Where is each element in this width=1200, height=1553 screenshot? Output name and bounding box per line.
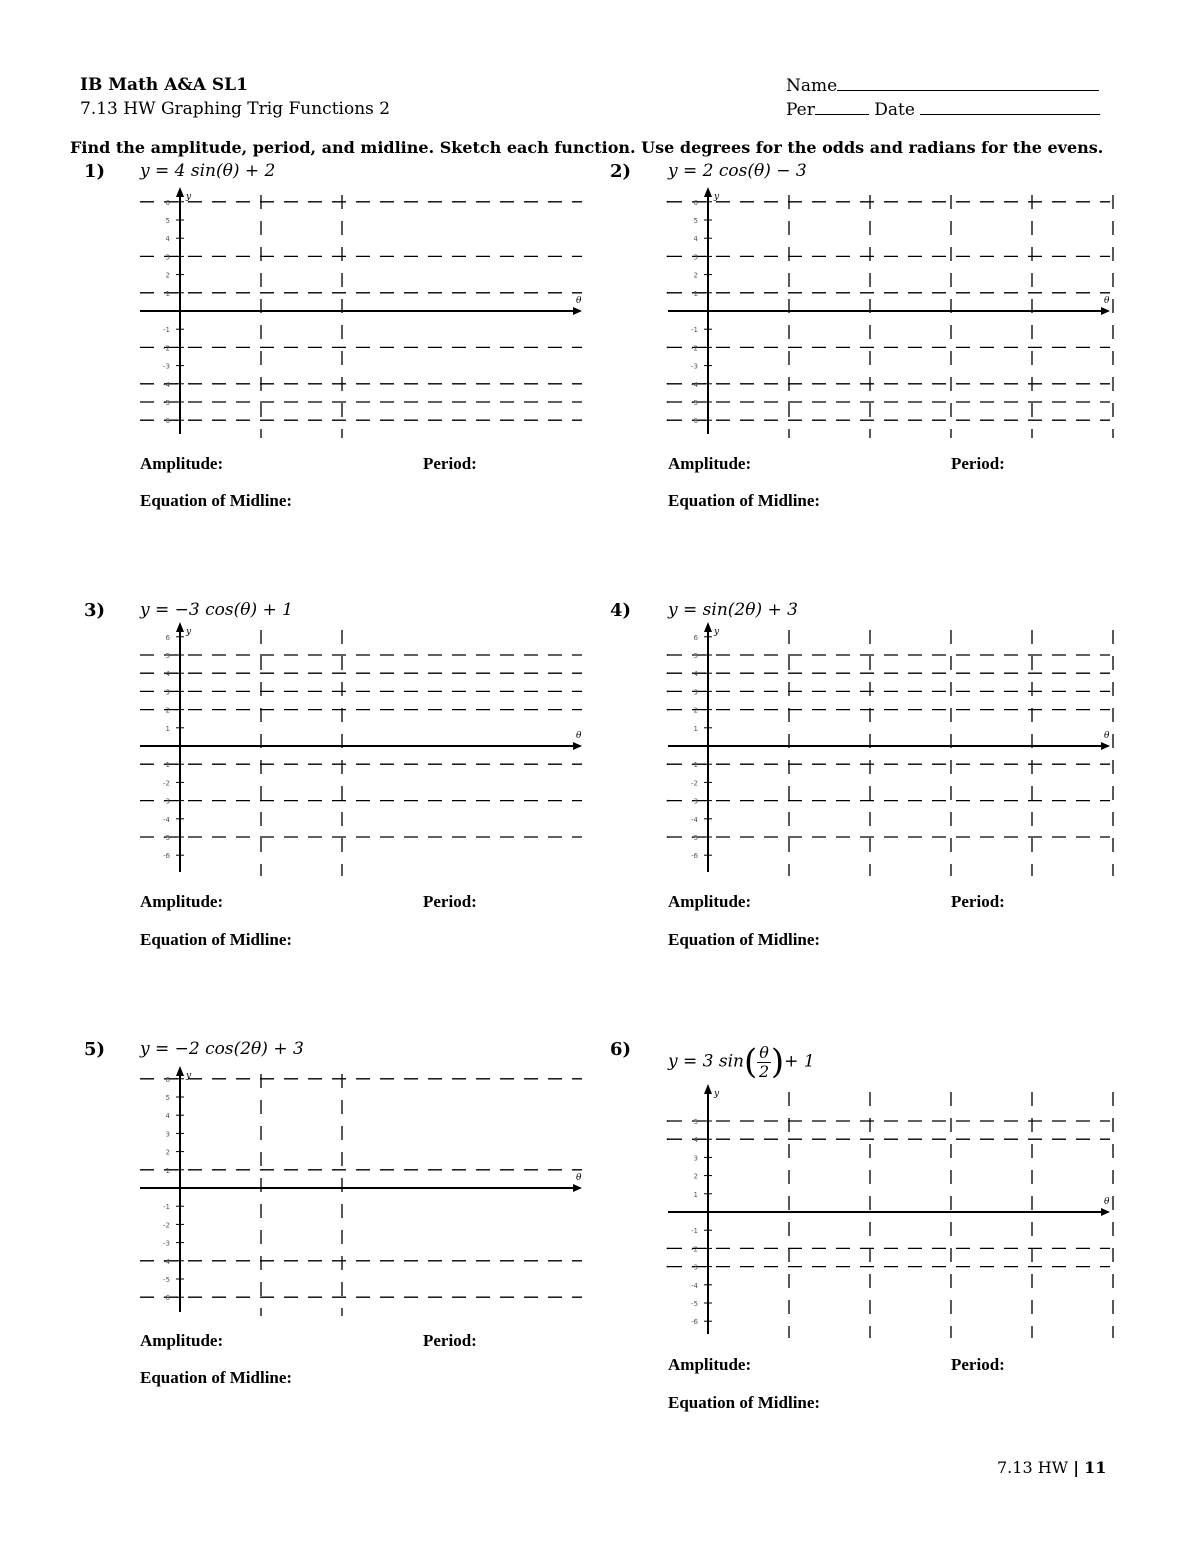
y-tick-label: -1: [691, 1227, 698, 1236]
grid-dot: [667, 292, 669, 294]
x-axis-label: θ: [576, 296, 582, 306]
y-tick-label: 1: [693, 724, 698, 733]
x-axis-label: θ: [576, 1173, 582, 1183]
y-tick-label: -2: [163, 344, 170, 353]
footer-text: 7.13 HW: [997, 1458, 1069, 1477]
equation-tail: + 1: [784, 1051, 815, 1072]
x-axis-arrow: [573, 1184, 582, 1192]
y-axis-label: y: [186, 627, 192, 637]
y-tick-label: 2: [693, 706, 698, 715]
fraction-numerator: θ: [759, 1042, 769, 1062]
y-tick-label: -3: [691, 797, 698, 806]
x-axis-label: θ: [1104, 731, 1110, 741]
midline-label: Equation of Midline:: [140, 1368, 293, 1387]
y-tick-label: -6: [691, 1318, 698, 1327]
grid-dot: [667, 383, 669, 385]
course-title: IB Math A&A SL1: [80, 75, 248, 95]
x-axis-label: θ: [576, 731, 582, 741]
problem-number: 5): [84, 1039, 106, 1060]
y-tick-label: 2: [165, 1148, 170, 1157]
graph-grid[interactable]: [666, 185, 1116, 440]
x-axis-arrow: [1101, 1208, 1110, 1216]
per-line[interactable]: [815, 99, 869, 115]
y-tick-label: -5: [163, 1276, 170, 1284]
y-tick-label: 1: [165, 1166, 170, 1175]
right-paren: ): [770, 1042, 785, 1082]
grid-dot: [667, 800, 669, 802]
fraction-denominator: 2: [758, 1061, 770, 1081]
y-tick-label: -1: [163, 761, 170, 770]
y-tick-label: 3: [693, 253, 698, 262]
problem-equation: [668, 600, 798, 620]
y-tick-label: -3: [163, 1239, 170, 1248]
x-axis-label: θ: [1104, 296, 1110, 306]
grid-dot: [667, 401, 669, 403]
y-tick-label: 4: [693, 1136, 698, 1145]
equation-text: y = −3 cos(θ) + 1: [140, 600, 293, 620]
period-label: Period:: [951, 454, 1005, 473]
grid-dot: [667, 763, 669, 765]
y-tick-label: 5: [165, 652, 170, 660]
period-label: Period:: [423, 1331, 477, 1350]
equation-text: y = 4 sin(θ) + 2: [140, 161, 276, 181]
y-tick-label: 3: [165, 253, 170, 262]
amplitude-label: Amplitude:: [668, 454, 752, 473]
equation-text: y = −2 cos(2θ) + 3: [140, 1039, 304, 1059]
left-paren: (: [744, 1042, 758, 1082]
grid-dot: [667, 419, 669, 421]
grid-dot: [667, 691, 669, 693]
grid-dot: [667, 654, 669, 656]
name-line[interactable]: [837, 75, 1099, 91]
x-axis-arrow: [1101, 307, 1110, 315]
date-label: Date: [874, 100, 915, 120]
y-tick-label: 5: [693, 1118, 698, 1126]
y-axis-arrow: [176, 187, 184, 197]
y-tick-label: -4: [163, 815, 170, 824]
y-tick-label: -6: [163, 1294, 170, 1303]
y-tick-label: 4: [165, 235, 170, 244]
grid-dot: [667, 1138, 669, 1140]
period-label: Period:: [423, 454, 477, 473]
grid-dot: [667, 1266, 669, 1268]
y-tick-label: -4: [691, 1281, 698, 1290]
y-axis-label: y: [714, 192, 720, 202]
y-tick-label: 2: [693, 271, 698, 280]
graph-grid[interactable]: [138, 1064, 588, 1318]
y-tick-label: -6: [163, 852, 170, 861]
graph-grid[interactable]: [666, 620, 1116, 878]
problem-number: 1): [84, 161, 106, 182]
problem-number: 4): [610, 600, 632, 621]
grid-dot: [667, 709, 669, 711]
y-tick-label: -2: [691, 1245, 698, 1254]
grid-dot: [667, 256, 669, 258]
y-tick-label: -2: [163, 1221, 170, 1230]
amplitude-label: Amplitude:: [140, 892, 224, 911]
y-tick-label: 1: [165, 289, 170, 298]
grid-dot: [667, 347, 669, 349]
y-tick-label: 3: [693, 1154, 698, 1163]
problem-equation: [140, 600, 293, 620]
midline-label: Equation of Midline:: [140, 930, 293, 949]
y-tick-label: 5: [693, 217, 698, 225]
instructions: Find the amplitude, period, and midline. Sketch each function. Use degrees for the odds and radians for the evens.: [70, 138, 1104, 157]
problem-number: 3): [84, 600, 106, 621]
grid-dot: [667, 836, 669, 838]
amplitude-label: Amplitude:: [140, 454, 224, 473]
x-axis-arrow: [573, 307, 582, 315]
y-tick-label: -4: [691, 815, 698, 824]
y-tick-label: 5: [165, 217, 170, 225]
period-label: Period:: [423, 892, 477, 911]
y-tick-label: -4: [163, 380, 170, 389]
y-tick-label: -4: [691, 380, 698, 389]
y-tick-label: -5: [691, 1300, 698, 1308]
y-axis-label: y: [186, 1071, 192, 1081]
y-tick-label: -2: [691, 344, 698, 353]
y-tick-label: -1: [691, 326, 698, 335]
y-tick-label: 6: [165, 198, 170, 207]
y-tick-label: -1: [691, 761, 698, 770]
midline-label: Equation of Midline:: [668, 1393, 821, 1412]
graph-grid[interactable]: [138, 185, 588, 440]
y-tick-label: -6: [691, 417, 698, 426]
y-tick-label: 3: [165, 1130, 170, 1139]
y-tick-label: 4: [693, 670, 698, 679]
grid-dot: [667, 1120, 669, 1122]
problem-number: 2): [610, 161, 632, 182]
page-footer: 7.13 HW | 11: [997, 1458, 1107, 1477]
y-axis-label: y: [714, 1089, 720, 1099]
grid-dot: [667, 1248, 669, 1250]
y-tick-label: 2: [165, 271, 170, 280]
midline-label: Equation of Midline:: [140, 491, 293, 510]
equation-text: y = sin(2θ) + 3: [668, 600, 798, 620]
name-field[interactable]: [786, 75, 1099, 96]
page-number: 11: [1084, 1458, 1107, 1477]
graph-grid[interactable]: [666, 1082, 1116, 1340]
y-tick-label: 1: [693, 289, 698, 298]
period-label: Period:: [951, 1355, 1005, 1374]
y-tick-label: -3: [691, 362, 698, 371]
amplitude-label: Amplitude:: [140, 1331, 224, 1350]
y-tick-label: 2: [165, 706, 170, 715]
date-line[interactable]: [920, 99, 1100, 115]
problem-number: 6): [610, 1039, 632, 1060]
problem-equation: [668, 161, 807, 181]
assignment-title: 7.13 HW Graphing Trig Functions 2: [80, 99, 391, 119]
y-tick-label: 4: [693, 235, 698, 244]
amplitude-label: Amplitude:: [668, 892, 752, 911]
y-tick-label: 5: [165, 1094, 170, 1102]
y-axis-arrow: [176, 622, 184, 632]
x-axis-label: θ: [1104, 1197, 1110, 1207]
y-axis-arrow: [704, 187, 712, 197]
y-tick-label: 1: [165, 724, 170, 733]
y-axis-arrow: [704, 1084, 712, 1094]
y-tick-label: -5: [691, 834, 698, 842]
graph-grid[interactable]: [138, 620, 588, 878]
y-axis-arrow: [176, 1066, 184, 1076]
y-tick-label: 3: [165, 688, 170, 697]
y-tick-label: 2: [693, 1172, 698, 1181]
y-tick-label: -2: [691, 779, 698, 788]
problem-equation: [140, 161, 275, 181]
fraction: [757, 1044, 771, 1081]
y-tick-label: -3: [163, 362, 170, 371]
y-tick-label: 6: [165, 1075, 170, 1084]
x-axis-arrow: [573, 742, 582, 750]
y-tick-label: 4: [165, 670, 170, 679]
y-tick-label: 5: [693, 652, 698, 660]
y-tick-label: -1: [163, 1203, 170, 1212]
y-tick-label: 6: [693, 633, 698, 642]
y-tick-label: -6: [691, 852, 698, 861]
y-tick-label: 3: [693, 688, 698, 697]
y-tick-label: -2: [163, 779, 170, 788]
y-tick-label: 6: [693, 198, 698, 207]
name-label: Name: [786, 76, 838, 96]
y-tick-label: -4: [163, 1257, 170, 1266]
grid-dot: [667, 672, 669, 674]
equation-text: y = 3 sin: [668, 1051, 744, 1072]
y-axis-label: y: [714, 627, 720, 637]
amplitude-label: Amplitude:: [668, 1355, 752, 1374]
midline-label: Equation of Midline:: [668, 930, 821, 949]
y-tick-label: -3: [163, 797, 170, 806]
y-tick-label: -5: [163, 399, 170, 407]
y-tick-label: -5: [691, 399, 698, 407]
per-label: Per: [786, 100, 815, 120]
y-axis-arrow: [704, 622, 712, 632]
x-axis-arrow: [1101, 742, 1110, 750]
y-tick-label: 4: [165, 1112, 170, 1121]
midline-label: Equation of Midline:: [668, 491, 821, 510]
problem-equation: [668, 1042, 815, 1082]
grid-dot: [667, 201, 669, 203]
y-tick-label: 1: [693, 1190, 698, 1199]
y-tick-label: 6: [165, 633, 170, 642]
y-tick-label: -6: [163, 417, 170, 426]
y-tick-label: -5: [163, 834, 170, 842]
problem-equation: [140, 1039, 304, 1059]
y-tick-label: -3: [691, 1263, 698, 1272]
equation-text: y = 2 cos(θ) − 3: [668, 161, 807, 181]
y-tick-label: -1: [163, 326, 170, 335]
y-axis-label: y: [186, 192, 192, 202]
period-label: Period:: [951, 892, 1005, 911]
per-date-field[interactable]: [786, 99, 1100, 120]
